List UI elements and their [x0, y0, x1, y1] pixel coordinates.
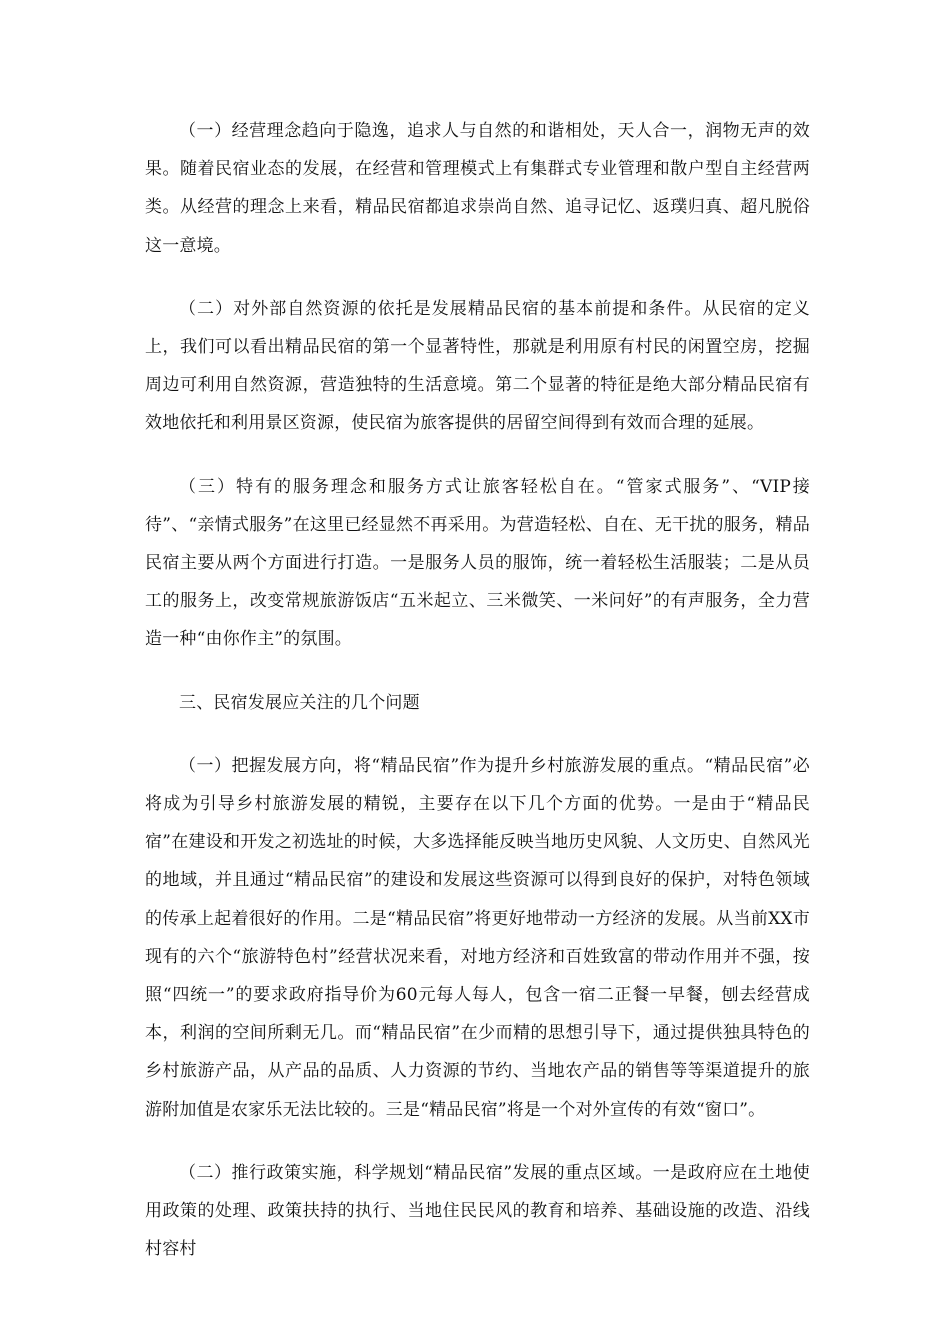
paragraph-service-concept: （三）特有的服务理念和服务方式让旅客轻松自在。“管家式服务”、“VIP接待”、“亲情式服务”在这里已经显然不再采用。为营造轻松、自在、无干扰的服务，精品民宿主要从两个方面进行打造。一是服务人员的服饰，统一着轻松生活服装；二是从员工的服务上，改变常规旅游饭店“五米起立、三米微笑、一米问好”的有声服务，全力营造一种“由你作主”的氛围。	[145, 476, 810, 650]
paragraph-natural-resources: （二）对外部自然资源的依托是发展精品民宿的基本前提和条件。从民宿的定义上，我们可以看出精品民宿的第一个显著特性，那就是利用原有村民的闲置空房，挖掘周边可利用自然资源，营造独特的生活意境。第二个显著的特征是绝大部分精品民宿有效地依托和利用景区资源，使民宿为旅客提供的居留空间得到有效而合理的延展。	[145, 298, 810, 434]
paragraph-policy-implementation: （二）推行政策实施，科学规划“精品民宿”发展的重点区域。一是政府应在土地使用政策的处理、政策扶持的执行、当地住民民风的教育和培养、基础设施的改造、沿线村容村	[145, 1162, 810, 1260]
paragraph-business-philosophy: （一）经营理念趋向于隐逸，追求人与自然的和谐相处，天人合一，润物无声的效果。随着民宿业态的发展，在经营和管理模式上有集群式专业管理和散户型自主经营两类。从经营的理念上来看，精品民宿都追求崇尚自然、追寻记忆、返璞归真、超凡脱俗这一意境。	[145, 121, 810, 256]
document-body	[145, 112, 810, 1268]
section-heading: 三、民宿发展应关注的几个问题	[179, 692, 420, 713]
paragraph-development-direction: （一）把握发展方向，将“精品民宿”作为提升乡村旅游发展的重点。“精品民宿”必将成为引导乡村旅游发展的精锐，主要存在以下几个方面的优势。一是由于“精品民宿”在建设和开发之初选址的时候，大多选择能反映当地历史风貌、人文历史、自然风光的地域，并且通过“精品民宿”的建设和发展这些资源可以得到良好的保护，对特色领域的传承上起着很好的作用。二是“精品民宿”将更好地带动一方经济的发展。从当前XX市现有的六个“旅游特色村”经营状况来看，对地方经济和百姓致富的带动作用并不强，按照“四统一”的要求政府指导价为60元每人每人，包含一宿二正餐一早餐，刨去经营成本，利润的空间所剩无几。而“精品民宿”在少而精的思想引导下，通过提供独具特色的乡村旅游产品，从产品的品质、人力资源的节约、当地农产品的销售等等渠道提升的旅游附加值是农家乐无法比较的。三是“精品民宿”将是一个对外宣传的有效“窗口”。	[145, 755, 810, 1120]
